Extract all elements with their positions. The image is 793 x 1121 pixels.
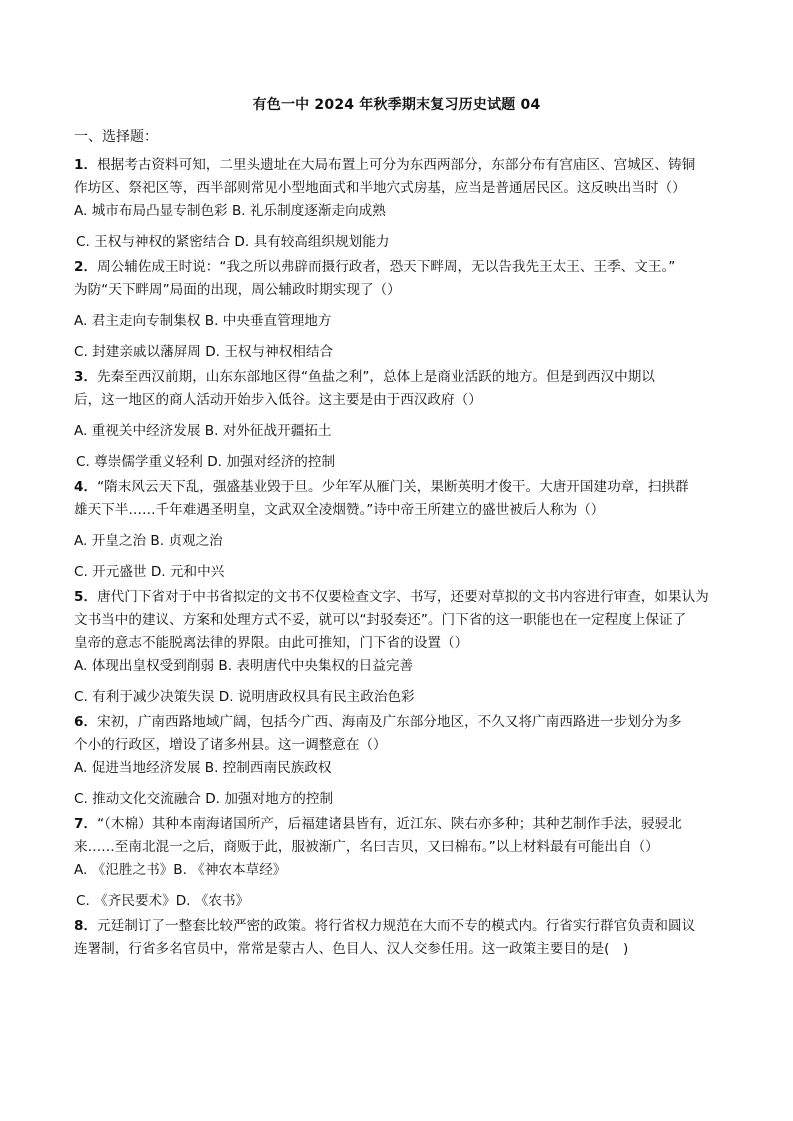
question-text: 唐代门下省对于中书省拟定的文书不仅要检查文字、书写，还要对草拟的文书内容进行审查，如果认为 xyxy=(97,589,709,605)
question-text: 文书当中的建议、方案和处理方式不妥，就可以“封驳奏还”。门下省的这一职能也在一定程度上保证了 xyxy=(74,612,687,628)
question-text: 皇帝的意志不能脱离法律的界限。由此可推知，门下省的设置（） xyxy=(74,635,469,651)
question-3 xyxy=(74,366,724,474)
question-text: 来……至南北混一之后，商贩于此，服被渐广，名曰吉贝，又曰棉布。”以上材料最有可能出自（） xyxy=(74,839,659,855)
options-ab: A. 君主走向专制集权 B. 中央垂直管理地方 xyxy=(74,313,332,329)
options-cd: C. 有利于减少决策失误 D. 说明唐政权具有民主政治色彩 xyxy=(74,689,415,705)
question-4 xyxy=(74,476,724,584)
question-8 xyxy=(74,915,724,961)
section-heading: 一、选择题： xyxy=(74,129,158,145)
options-cd: C. 封建亲戚以藩屏周 D. 王权与神权相结合 xyxy=(74,344,334,360)
question-number: 5． xyxy=(74,589,98,605)
question-text: 周公辅佐成王时说：“我之所以弗辟而摄行政者，恐天下畔周，无以告我先王太王、王季、文王。” xyxy=(97,259,676,275)
question-text: 后，这一地区的商人活动开始步入低谷。这主要是由于西汉政府（） xyxy=(74,392,482,408)
question-number: 3． xyxy=(74,369,98,385)
question-text: 作坊区、祭祀区等，西半部则常见小型地面式和半地穴式房基，应当是普通居民区。这反映出当时（） xyxy=(74,180,686,196)
question-text: “隋末风云天下乱，强盛基业毁于旦。少年军从雁门关，果断英明才俊干。大唐开国建功章，扫拱群 xyxy=(97,479,689,495)
options-ab: A. 《氾胜之书》B. 《神农本草经》 xyxy=(74,862,287,878)
question-text: 根据考古资料可知，二里头遗址在大局布置上可分为东西两部分，东部分布有宫庙区、宫城区、铸铜 xyxy=(97,157,696,173)
options-ab: A. 促进当地经济发展 B. 控制西南民族政权 xyxy=(74,760,332,776)
question-text: 宋初，广南西路地域广阔，包括今广西、海南及广东部分地区，不久又将广南西路进一步划分为多 xyxy=(97,714,682,730)
options-cd: C. 王权与神权的紧密结合 D. 具有较高组织规划能力 xyxy=(76,234,390,250)
question-number: 1． xyxy=(74,157,98,173)
question-text: 为防“天下畔周”局面的出现，周公辅政时期实现了（） xyxy=(74,282,401,298)
options-cd: C. 推动文化交流融合 D. 加强对地方的控制 xyxy=(74,791,334,807)
question-number: 6． xyxy=(74,714,98,730)
question-5 xyxy=(74,586,724,709)
question-text: 雄天下半……千年难遇圣明皇，文武双全凌烟赞。”诗中帝王所建立的盛世被后人称为（） xyxy=(74,502,605,518)
question-text: 元廷制订了一整套比较严密的政策。将行省权力规范在大而不专的模式内。行省实行群官负责和圆议 xyxy=(97,918,696,934)
question-text: 个小的行政区，增设了诸多州县。这一调整意在（） xyxy=(74,737,387,753)
options-ab: A. 开皇之治 B. 贞观之治 xyxy=(74,533,223,549)
options-cd: C. 尊崇儒学重义轻利 D. 加强对经济的控制 xyxy=(76,454,336,470)
question-2 xyxy=(74,256,724,364)
question-6 xyxy=(74,711,724,811)
question-number: 7． xyxy=(74,816,98,832)
question-number: 8． xyxy=(74,918,98,934)
question-1 xyxy=(74,154,724,254)
question-text: 连署制，行省多名官员中，常常是蒙古人、色目人、汉人交参任用。这一政策主要目的是( ) xyxy=(74,941,629,957)
page-title: 有色一中 2024 年秋季期末复习历史试题 04 xyxy=(252,97,541,113)
question-text: 先秦至西汉前期，山东东部地区得“鱼盐之利”，总体上是商业活跃的地方。但是到西汉中期以 xyxy=(97,369,655,385)
options-ab: A. 重视关中经济发展 B. 对外征战开疆拓土 xyxy=(74,423,332,439)
question-list xyxy=(74,152,724,961)
options-cd: C. 开元盛世 D. 元和中兴 xyxy=(74,564,225,580)
options-ab: A. 体现出皇权受到削弱 B. 表明唐代中央集权的日益完善 xyxy=(74,658,414,674)
options-cd: C. 《齐民要术》D. 《农书》 xyxy=(76,893,250,909)
options-ab: A. 城市布局凸显专制色彩 B. 礼乐制度逐渐走向成熟 xyxy=(74,203,386,219)
question-number: 4． xyxy=(74,479,98,495)
question-7 xyxy=(74,813,724,913)
question-text: “（木棉）其种本南海诸国所产，后福建诸县皆有，近江东、陕右亦多种；其种艺制作手法，骎骎北 xyxy=(97,816,682,832)
question-number: 2． xyxy=(74,259,98,275)
